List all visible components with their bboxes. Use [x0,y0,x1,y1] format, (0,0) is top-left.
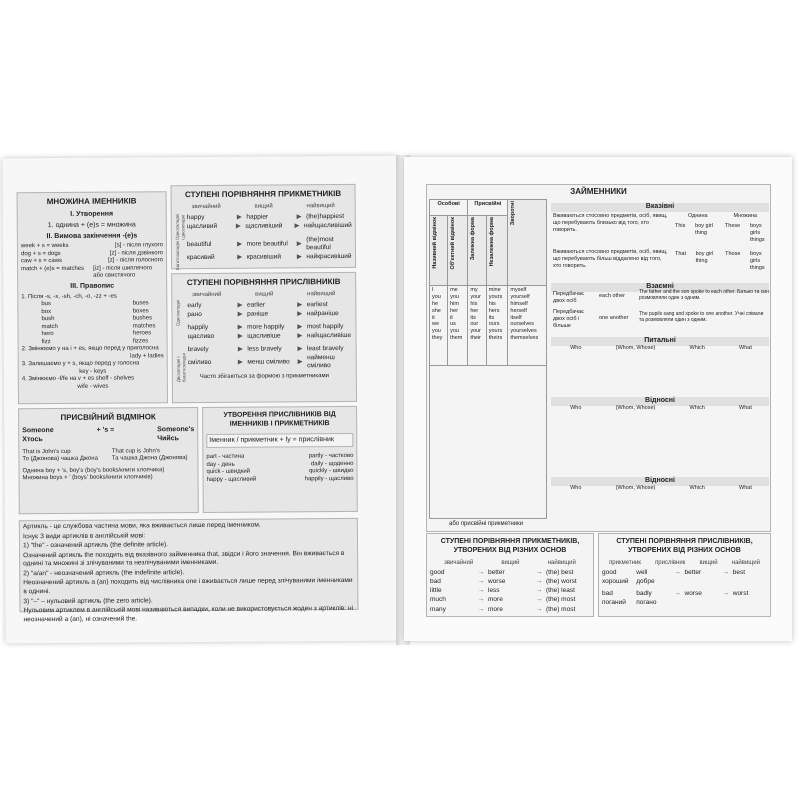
cell: That [675,251,687,257]
pronoun: his [470,300,478,307]
possessive-singular: Однина boy + 's, boy's (boy's books/книги хлопчика) [22,466,165,474]
col-header: What [739,485,752,491]
cell: красивий [186,253,215,262]
cell: найраніше [306,309,339,317]
pronoun: you [432,293,441,300]
pron-row [21,265,163,281]
cell: щасливіший [245,222,283,230]
singular-words [21,301,58,346]
col-header: (Whom, Whose) [615,405,656,411]
pronoun: you [450,293,459,300]
cell: better [488,569,505,576]
pron-rule: [z] - після дзвінкого [109,250,163,257]
cell: найщасливіше [306,331,352,340]
left-page [2,156,400,644]
adverb-degrees-box [171,272,357,403]
adj-band-1: Односкладні і двоскладні [174,213,186,240]
plural-words [133,300,164,345]
cell: (the)most beautiful [306,235,334,252]
cell: boys girls things [750,251,765,271]
word: hero [41,331,54,338]
pronoun: him [450,300,459,307]
plural-nouns-box [17,191,168,404]
word: fizz [41,338,51,345]
adj-row: happy ▶ happier ▶ (the)happiest [187,212,352,221]
col-header: вищий [699,559,718,566]
cell: most happily [306,322,344,331]
cell: bad [602,590,613,598]
word: bus [41,301,52,308]
cell: найменш сміливо [307,354,335,370]
pronoun: themselves [510,335,539,342]
pronoun: yourself [510,293,530,300]
formation-row [207,476,354,485]
adj2-row: bad → worse → (the) worst [430,578,590,586]
word: bush [41,316,55,323]
cell: This [675,223,686,229]
cell: more [488,605,503,613]
pronoun: its [488,314,495,321]
spelling-rule-4: 4. Змінюємо -f/fe на v + es shelf - shelves [21,375,135,383]
col-header: Множина [733,213,757,219]
pronoun: yourselves [510,328,537,335]
col-header: Which [689,485,705,491]
cell: earliest [306,300,328,308]
pron-example: dog + s = dogs [20,250,61,258]
article-line: 3) "–" – нульовий артикль (the zero article). [23,596,153,605]
independent-list [486,286,508,366]
objective-header: Об'єктний відмінок [450,217,457,270]
cell: менш сміливо [247,358,290,366]
cell: best [732,569,746,576]
cell: more happily [247,323,285,331]
pronoun-forms-table [429,199,547,519]
word: box [41,308,52,315]
article-line: 1) "the" - означений артикль (the definite article). [22,541,169,550]
pronoun: them [450,335,463,342]
formation-title: УТВОРЕННЯ ПРИСЛІВНИКІВ ВІД ІМЕННИКІВ І ПРИКМЕТНИКІВ [223,411,336,428]
article-line: Існує 3 види артиклів в англійській мові: [22,531,146,540]
cell: These [724,223,741,229]
cell: well [636,569,648,576]
pronoun: it [450,314,453,321]
possessive-op: + 's = [96,426,115,434]
cell: boys girls things [749,223,765,243]
spelling-heading: III. Правопис [70,282,115,290]
adv-row: bravely ▶ less bravely ▶ least bravely [188,345,353,354]
possessive-ex-left [22,448,105,464]
adv-col-headers [175,291,352,300]
spelling-ex-4: wife - wives [77,383,109,390]
pronoun: hers [488,307,500,314]
pronoun: yours [488,328,503,335]
irregular-adjectives-box [426,533,594,617]
pronoun: I [432,287,434,293]
pronouns-box [426,184,771,532]
irregular-adverbs-box [598,533,771,617]
cell: much [430,596,446,604]
col-header: What [739,345,752,351]
reciprocal-desc-1: Передбачає двох осіб [553,291,584,304]
nominative-list [430,286,448,366]
cell: щасливіше [247,332,281,340]
possessive-examples [22,448,194,464]
reflexive-header: Зворотні [510,201,517,226]
adv-band-1: Односкладні [175,299,181,326]
spelling-rule-2: 2. Змінюємо y на i + es, якщо перед у приголосна [21,345,159,353]
col-header: звичайний [444,559,474,566]
interrogative-cols [553,345,769,352]
pronoun: myself [510,287,527,293]
pronoun: its [470,314,476,321]
independent-header: Незалежна форма [488,217,495,267]
pronoun: you [450,328,459,335]
article-line: Артикль - це службова частина мови, яка вживається лише перед іменником. [22,521,261,531]
cell: хороший [602,578,629,586]
pronouns-title: ЗАЙМЕННИКИ [570,187,627,196]
adj2-row: many → more → (the) most [430,606,590,614]
cell: worse [488,578,506,586]
interrogative-header: Питальні [551,337,769,346]
adv-row: рано ▶ раніше ▶ найраніше [187,310,352,319]
adj2-row: good → better → (the) best [430,569,590,577]
reciprocal-header: Взаємні [551,283,769,292]
col-header: вищий [255,291,274,298]
cell: part - частина [206,453,245,461]
pronoun: his [488,300,496,307]
adj-title: СТУПЕНІ ПОРІВНЯННЯ ПРИКМЕТНИКІВ [184,189,342,200]
col-header: Who [570,405,582,411]
col-header: Which [689,405,705,411]
formation-rule: 1. однина + (e)s = множина [47,221,136,229]
col-header: Однина [687,213,708,219]
adv2-title: СТУПЕНІ ПОРІВНЯННЯ ПРИСЛІВНИКІВ, УТВОРЕНИХ ВІД РІЗНИХ ОСНОВ [616,538,753,554]
cell: earlier [246,301,266,309]
possessive-header: Присвійні [468,200,508,216]
cell: little [430,587,442,595]
cell: Those [725,251,741,257]
col-header: найвищий [547,559,576,566]
cell: раніше [247,310,269,318]
article-box [19,518,359,623]
spelling-ex-2: lady + ladies [130,352,164,359]
pronoun: himself [510,300,528,307]
reciprocal-ex-2: The pupils sang and spoke to one another. Учні співали та розмовляли один з одним. [639,311,764,324]
cell: partly - частково [308,453,354,460]
cell: less [488,587,500,595]
col-header: звичайний [192,291,222,299]
spelling-examples [21,300,163,346]
pronoun: us [450,321,456,328]
pronoun: my [470,287,478,293]
adv2-col-headers [602,560,767,568]
example: То (Джонова) чашка Джона [22,455,98,463]
col-header: найвищий [307,291,336,298]
cell: поганий [602,599,626,607]
adj-col-headers [175,203,352,212]
pron-rule: [iz] - після шиплячого або свистячого [93,265,153,280]
possessive-term-2: Someone's Чийсь [157,426,195,443]
adj-row: щасливий ▶ щасливіший ▶ найщасливіший [186,221,352,230]
adv-caption: Часто збігаються за формою з прикметниками [199,373,329,381]
pronoun: we [432,321,440,328]
cell: daily - щоденно [310,460,354,467]
relative-cols-1 [553,405,769,412]
adj2-row: much → more → (the) most [430,596,590,604]
adv2-row [602,578,767,586]
demonstrative-header: Вказівні [551,203,769,212]
personal-header: Особові [430,200,468,216]
adv2-row: bad badly → worse → worst [602,590,767,598]
dependent-list [468,286,486,366]
spelling-ex-3: key - keys [79,368,107,375]
reciprocal-desc-2: Передбачає двох осіб і більше [553,309,584,329]
pronoun: herself [510,307,527,314]
adj2-title: СТУПЕНІ ПОРІВНЯННЯ ПРИКМЕТНИКІВ, УТВОРЕНИХ ВІД РІЗНИХ ОСНОВ [440,538,580,554]
cell: найкрасивіший [306,252,352,261]
adv-title: СТУПЕНІ ПОРІВНЯННЯ ПРИСЛІВНИКІВ [186,277,341,288]
pron-example: match + (e)s = matches [21,265,85,273]
cell: happier [246,213,269,221]
col-header: вищий [254,203,273,210]
cell: найщасливіший [303,221,352,229]
cell: bravely [187,345,209,354]
possessive-rule [22,426,194,445]
adv-row: happily ▶ more happily ▶ most happily [187,323,352,332]
adv2-row [602,599,767,607]
cell: (the) best [546,569,574,576]
pron-example: week + s = weeks [20,243,69,250]
adv-row: early ▶ earlier ▶ earliest [187,300,352,309]
pronoun: our [470,321,479,328]
possessive-ex-right [112,448,195,464]
pronoun: her [470,307,479,314]
article-line: 2) "a/an" - неозначений артикль (the indefinite article). [23,568,185,578]
possessive-title: ПРИСВІЙНИЙ ВІДМІНОК [60,412,156,422]
cell: (the) worst [546,578,577,586]
cell: more [488,596,503,604]
formation-heading: I. Утворення [70,210,114,218]
pronunciation-list [21,243,163,281]
col-header: (Whom, Whose) [615,345,656,351]
pronoun: she [432,307,441,314]
cell: добре [636,578,655,586]
pronoun: ourselves [510,321,534,328]
cell: погано [636,599,657,607]
cell: happily - щасливо [304,475,354,483]
pronoun: he [432,300,439,307]
cell: happily [187,323,209,331]
relative-header-1: Відносні [551,397,769,406]
dependent-header: Залежна форма [470,217,477,261]
nominative-header: Називний відмінок [432,217,438,269]
article-line: Нульовим артиклем в англійській мові називаються випадки, коли не використовується жоден з артиклів: ні неозначений a (an), ні означений the. [23,605,354,623]
adv-row: сміливо ▶ менш сміливо ▶ найменш сміливо [188,354,353,371]
example: That cup is John's [111,447,161,455]
pronoun: theirs [488,335,503,342]
formation-rule: Іменник / прикметник + ly = прислівник [206,432,353,448]
col-header: Who [570,485,582,491]
cell: (the) most [546,596,576,604]
objective-list [448,286,468,366]
adj-band-2: Багатоскладні [174,240,181,270]
spelling-rule-3: 3. Залишаємо y + s, якщо перед у голосна [21,360,140,368]
possessive-term-1: Someone Хтось [22,427,54,444]
cell: day - день [206,461,235,468]
col-header: Who [570,345,582,351]
pron-example: caw + s = caws [21,258,63,265]
article-line: Означений артикль the походить від вказівного займенника that, звідси і його значення. Він вживається в однині та множині зі злічуваними та незлічуваними іменниками. [23,549,345,568]
cell: early [187,301,202,309]
adj2-col-headers [430,560,590,568]
example: That is John's cup [22,448,71,455]
col-header: найвищий [306,203,335,210]
adj-row: красивий ▶ красивіший ▶ найкрасивіший [186,252,352,262]
pronoun: her [450,307,459,314]
possessive-case-box [18,407,199,514]
word: buses [132,300,149,307]
cell: least bravely [306,345,344,353]
adj2-row: little → less → (the) least [430,587,590,595]
demonstrative-this-row [675,223,770,244]
pron-rule: [s] - після глухого [115,242,163,249]
cell: щасливо [187,332,215,340]
col-header: звичайний [191,203,221,211]
cell: badly [636,590,652,598]
reflexive-list [508,286,547,366]
cell: сміливо [187,359,212,367]
word: fizzes [132,337,149,344]
relative-header-2: Відносні [551,477,769,486]
word: matches [132,322,156,329]
cell: many [430,605,446,613]
pronoun: their [470,335,482,342]
cell: happy - щасливий [206,476,257,483]
cell: красивіший [246,253,282,261]
cell: worst [732,590,749,598]
adverb-formation-box [202,406,358,513]
cell: (the) least [546,587,575,595]
pronoun: ours [488,321,500,328]
cell: more beautiful [246,240,288,248]
cell: boy girl thing [695,251,714,264]
pronoun: itself [510,314,522,321]
adj-row: beautiful ▶ more beautiful ▶ (the)most beautiful [187,236,352,253]
cell: quickly - швидко [308,468,354,475]
col-header: найвищий [731,559,760,566]
possessive-plural: Множина boys + ' (boys' books/книги хлопчиків) [22,474,153,482]
spelling-rule-1: 1. Після -s, -x, -sh, -ch, -o, -zz + -es [21,293,117,300]
demonstrative-number-header [675,213,770,220]
pronoun: your [470,328,482,335]
adv-row: щасливо ▶ щасливіше ▶ найщасливіше [187,331,352,340]
adv2-row: good well → better → best [602,569,767,577]
cell: quick - швидкий [206,468,251,476]
cell: bad [430,578,441,586]
word: bushes [132,315,153,322]
pronoun: your [470,293,482,300]
cell: (the) most [546,605,576,613]
cell: good [430,569,445,576]
article-line: Неозначений артикль a (an) походить від числівника one і вживається лише перед злічуваними іменниками в однині. [23,577,353,596]
col-header: прикметник [609,559,641,566]
cell: better [684,569,702,576]
reciprocal-ex-1: The father and the son spoke to each other. Батько та син розмовляли один з одним. [639,289,769,302]
cell: good [602,569,617,576]
cell: boy girl thing [695,223,713,236]
col-header: What [739,405,752,411]
col-header: прислівник [655,559,686,566]
demonstrative-desc-1: Вживаються стосовно предметів, осіб, явищ, що перебувають близько від того, хто говорить. [553,213,668,233]
cell: happy [186,213,205,221]
word: boxes [132,307,149,314]
col-header: Which [689,345,705,351]
adj-rows [174,212,352,270]
pronoun: it [432,314,435,321]
plural-title: МНОЖИНА ІМЕННИКІВ [46,196,137,207]
cell: щасливий [186,222,218,230]
pronoun: you [432,328,441,335]
demonstrative-desc-2: Вживаються стосовно предметів, осіб, явищ, що перебувають більш віддалено від того, хто говорить. [553,249,668,269]
pronoun: they [432,335,443,342]
pronoun: mine [488,287,501,293]
adv-band-2: Двоскладні і багатоскладні [175,352,187,382]
cell: beautiful [186,240,212,248]
right-page [404,157,792,641]
adjective-degrees-box [171,184,357,269]
col-header: (Whom, Whose) [615,485,656,491]
relative-cols-2 [553,485,769,492]
pronoun: yours [488,293,503,300]
demonstrative-that-row [675,251,770,272]
cell: less bravely [247,345,282,353]
reciprocal-one-another: one another [599,315,629,321]
example: Та чашка Джона (Джонова) [111,455,188,462]
pronunciation-heading: II. Вимова закінчення -(e)s [46,231,138,240]
cell: worse [684,590,702,598]
col-header: вищий [501,559,520,566]
reciprocal-each-other: each other [599,293,625,299]
possessive-adj-caption: або присвійні прикметники [449,521,524,527]
cell: рано [187,310,202,318]
pron-rule: [z] - після голосного [108,257,164,264]
word: match [41,323,58,330]
cell: (the)happiest [306,212,345,220]
pronoun: me [450,287,458,293]
word: heroes [132,330,152,337]
